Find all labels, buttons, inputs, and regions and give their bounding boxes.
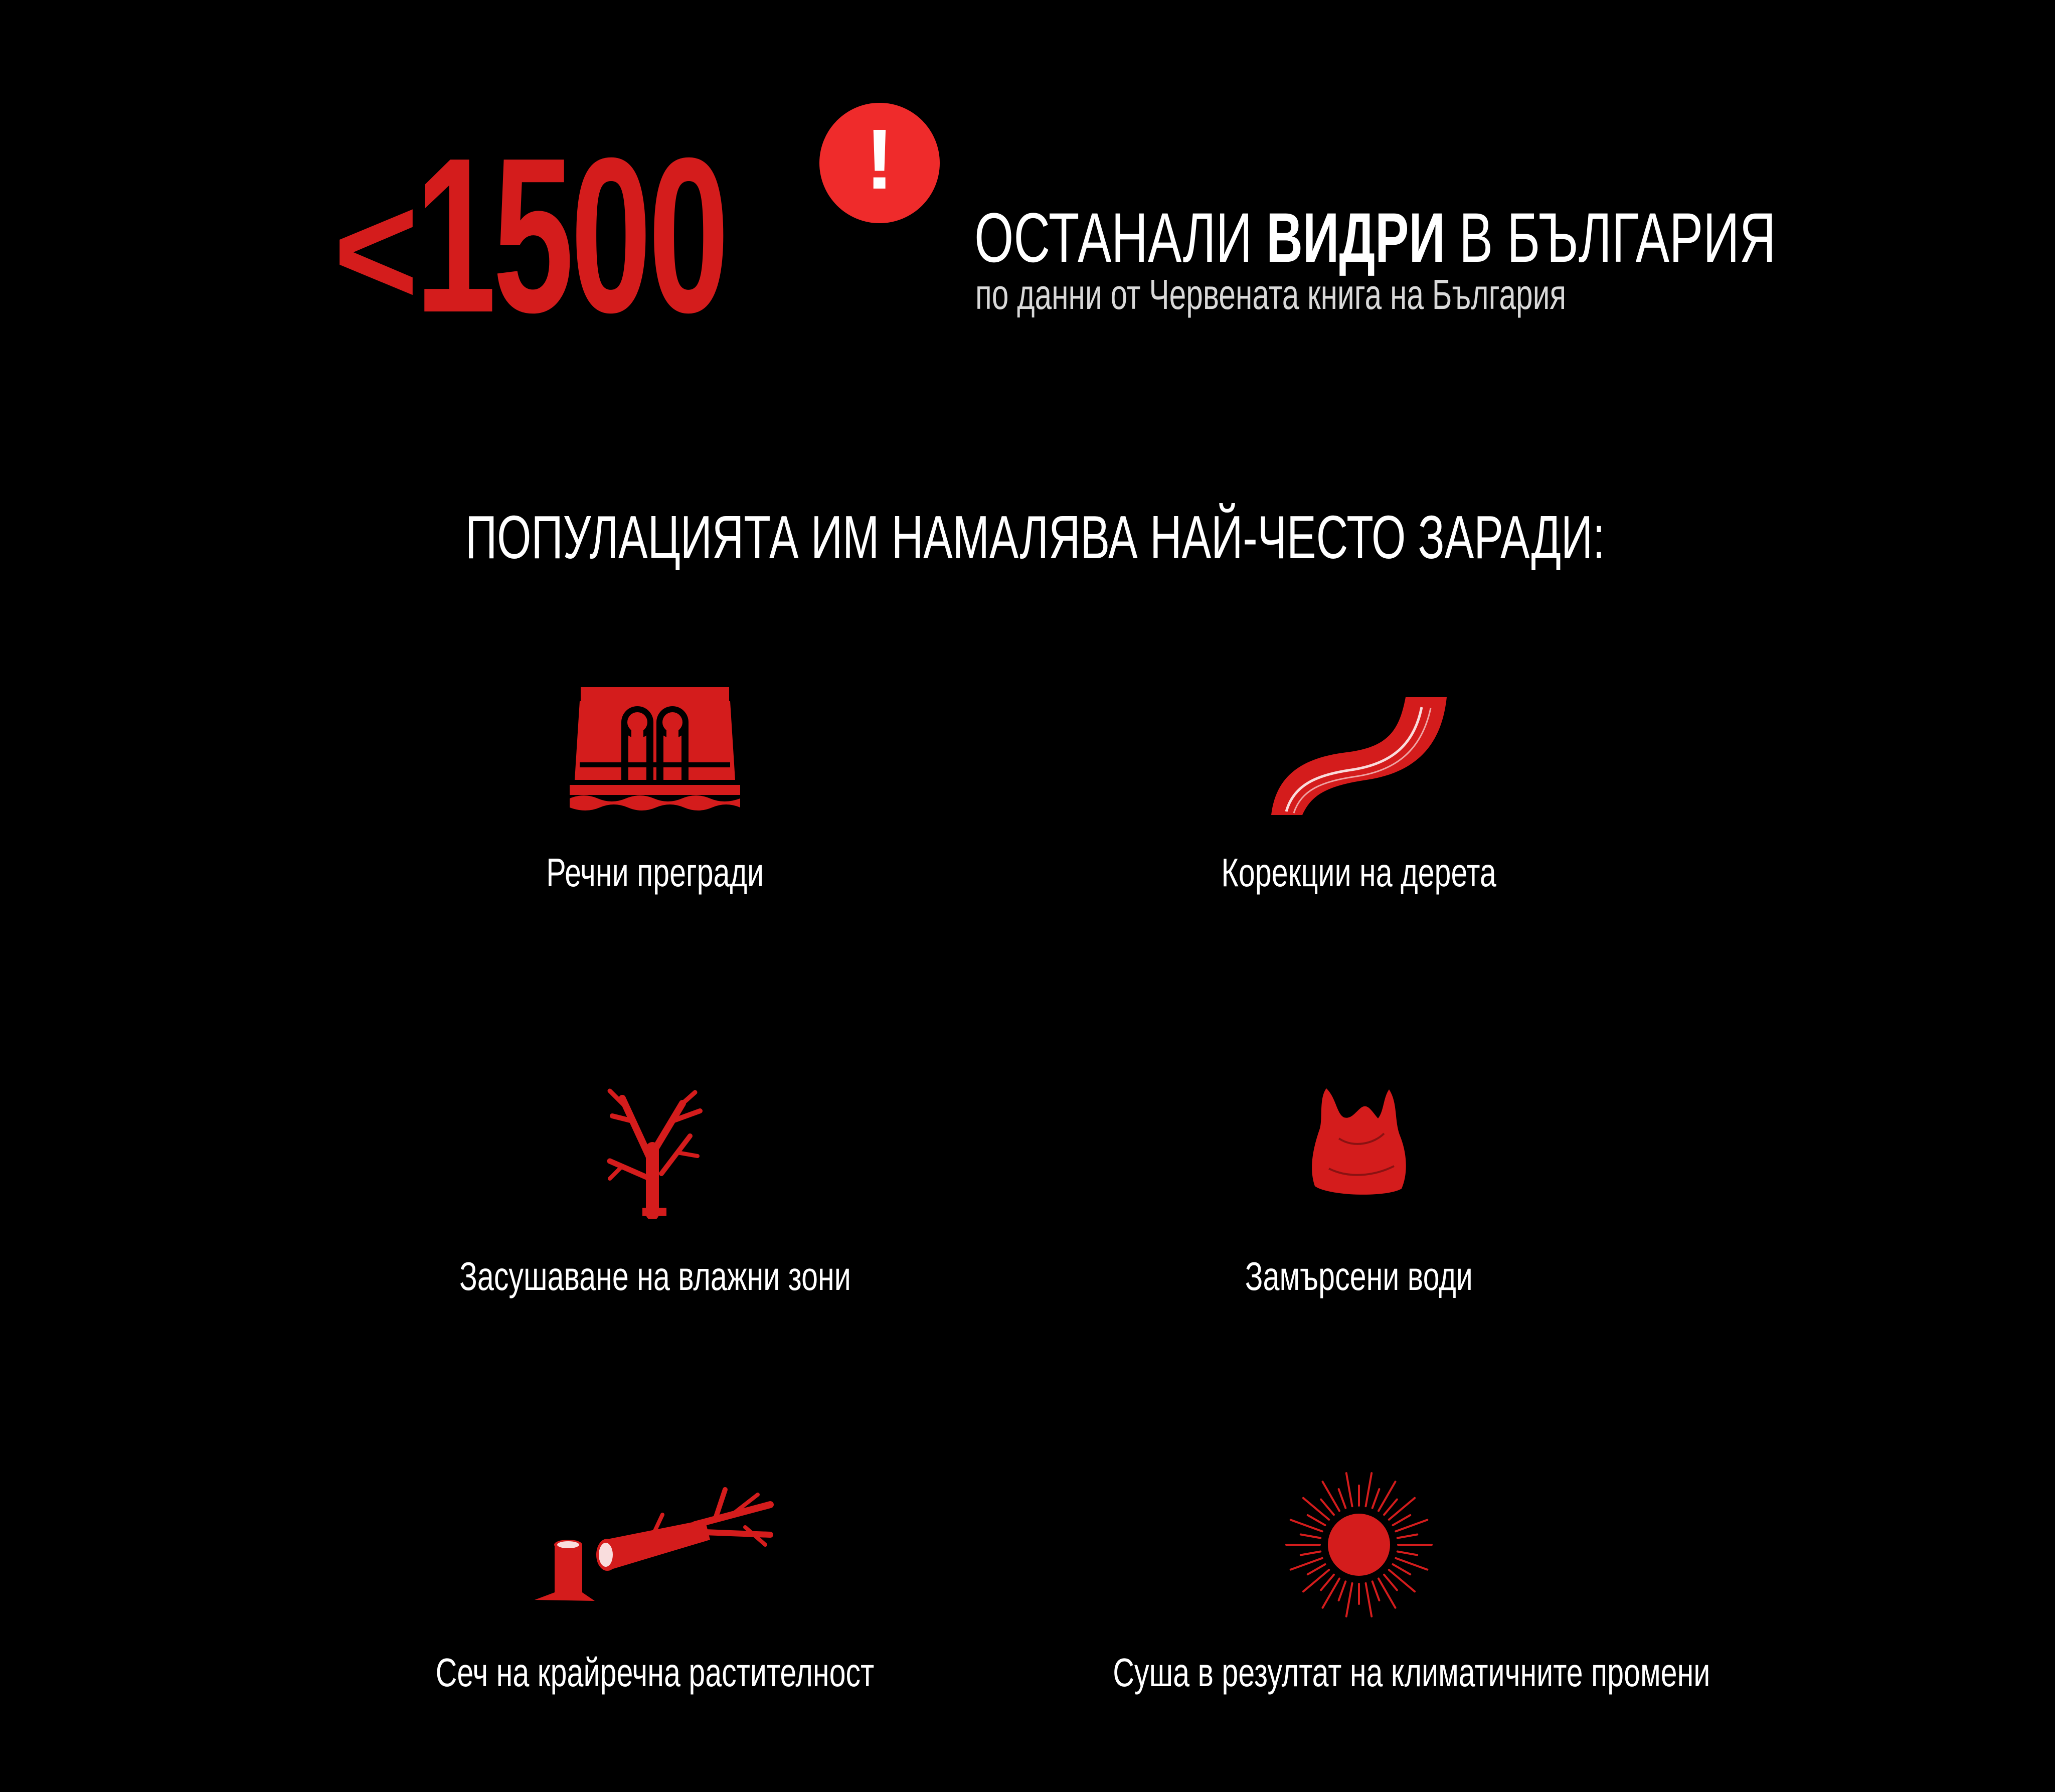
cause-label-text: Речни прегради <box>546 850 764 895</box>
sun-ray <box>1384 1575 1397 1590</box>
cause-label <box>1008 1650 1710 1695</box>
sun-ray <box>1393 1564 1411 1574</box>
otter-count-value: 1500 <box>415 112 726 359</box>
dead-tree-icon <box>602 1088 708 1219</box>
cause-river-dams <box>304 682 1006 893</box>
sun-ray <box>1379 1482 1396 1511</box>
otter-count <box>333 112 726 359</box>
sun-ray <box>1339 1581 1346 1600</box>
sun-ray <box>1308 1564 1325 1574</box>
sun-ray <box>1366 1473 1372 1506</box>
cause-polluted-water <box>1008 1083 1710 1298</box>
sun-ray <box>1398 1535 1417 1538</box>
sun-ray <box>1321 1575 1334 1590</box>
sun-ray <box>1301 1535 1320 1538</box>
sun-ray <box>1379 1579 1396 1608</box>
sun-ray <box>1346 1473 1352 1506</box>
source-note: по данни от Червената книга на България <box>975 271 1567 318</box>
headline <box>974 198 1776 277</box>
cause-label <box>304 1650 1006 1695</box>
sun-ray <box>1303 1498 1329 1520</box>
sun-ray <box>1321 1500 1334 1515</box>
cause-label-text: Сеч на крайречна растителност <box>435 1650 875 1695</box>
cause-label-text: Засушаване на влажни зони <box>459 1254 851 1298</box>
felled-tree-icon <box>535 1485 775 1610</box>
sun-ray <box>1398 1552 1417 1555</box>
sun-ray <box>1308 1515 1325 1525</box>
cause-stream-corrections <box>1008 682 1710 893</box>
sun-ray <box>1301 1552 1320 1555</box>
sun-ray <box>1339 1489 1346 1508</box>
sun-ray <box>1366 1583 1372 1616</box>
cause-label <box>1008 850 1710 895</box>
alert-badge <box>819 103 940 223</box>
sun-ray <box>1384 1500 1397 1515</box>
sun-ray <box>1323 1482 1340 1511</box>
sun-ray <box>1323 1579 1340 1608</box>
cause-label <box>304 850 1006 895</box>
exclamation-icon: ! <box>865 112 894 207</box>
plastic-bag-icon <box>1309 1083 1409 1199</box>
sun-icon <box>1284 1470 1434 1620</box>
cause-label <box>1008 1256 1710 1296</box>
sun-ray <box>1303 1570 1329 1591</box>
headline-bold: ВИДРИ <box>1266 198 1445 277</box>
headline-post: В БЪЛГАРИЯ <box>1445 198 1776 277</box>
cause-label-text: Суша в резултат на климатичните промени <box>1113 1650 1710 1695</box>
headline-pre: ОСТАНАЛИ <box>974 198 1267 277</box>
cause-wetland-drying <box>304 1083 1006 1298</box>
cause-climate-drought <box>1008 1470 1710 1695</box>
cause-label-text: Корекции на дерета <box>1221 850 1497 895</box>
dam-icon <box>570 687 740 818</box>
river-channel-icon <box>1271 697 1447 818</box>
cause-label-text: Замърсени води <box>1245 1254 1473 1298</box>
sun-ray <box>1346 1583 1352 1616</box>
sun-ray <box>1373 1489 1380 1508</box>
cause-label <box>304 1256 1006 1296</box>
sun-ray <box>1373 1581 1380 1600</box>
sun-ray <box>1389 1498 1415 1520</box>
sun-ray <box>1389 1570 1415 1591</box>
sun-ray <box>1393 1515 1411 1525</box>
less-than-sign: < <box>333 161 415 339</box>
cause-riparian-logging <box>304 1485 1006 1695</box>
section-title: ПОПУЛАЦИЯТА ИМ НАМАЛЯВА НАЙ-ЧЕСТО ЗАРАДИ: <box>465 503 1605 571</box>
